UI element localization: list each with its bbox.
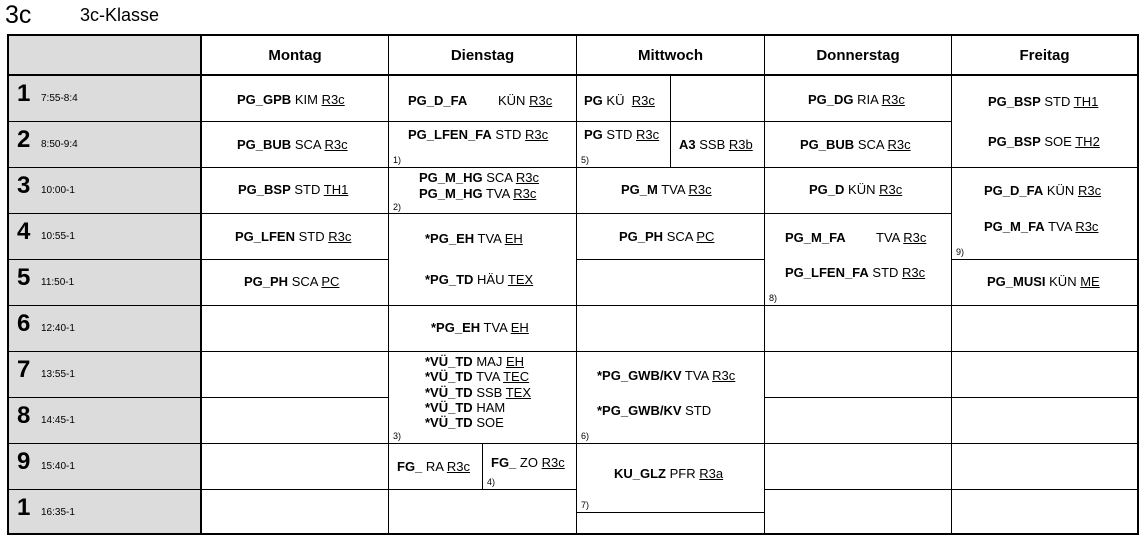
- lesson-entry: *PG_EH TVA EH: [425, 231, 523, 246]
- period-time: 10:55-1: [41, 231, 75, 242]
- lesson-cell[interactable]: [388, 121, 576, 167]
- footnote-marker: 8): [769, 293, 778, 303]
- period-time: 7:55-8:4: [41, 93, 78, 104]
- period-number: 6: [17, 310, 31, 337]
- lesson-entry: *VÜ_TD TVA TEC: [425, 369, 530, 384]
- lesson-cell[interactable]: [764, 167, 951, 213]
- period-label: [7, 167, 200, 213]
- lesson-entry: PG_M TVA R3c: [621, 182, 712, 197]
- lesson-cell[interactable]: [388, 74, 576, 121]
- empty-cell[interactable]: [764, 489, 951, 535]
- period-label: [7, 121, 200, 167]
- empty-cell[interactable]: [576, 305, 764, 351]
- lesson-cell[interactable]: [951, 167, 1139, 259]
- lesson-entry: PG_MUSI KÜN ME: [987, 274, 1100, 289]
- empty-cell[interactable]: [764, 443, 951, 489]
- lesson-cell[interactable]: [200, 74, 388, 121]
- period-time: 13:55-1: [41, 369, 75, 380]
- period-time: 15:40-1: [41, 461, 75, 472]
- period-number: 4: [17, 218, 31, 245]
- day-header-mittwoch: Mittwoch: [576, 34, 764, 74]
- lesson-cell[interactable]: [951, 74, 1139, 167]
- lesson-entry: *VÜ_TD MAJ EH: [425, 354, 524, 369]
- lesson-entry: PG_M_HG TVA R3c: [419, 186, 537, 201]
- lesson-entry: PG_PH SCA PC: [244, 274, 340, 289]
- lesson-cell[interactable]: [200, 259, 388, 305]
- empty-cell[interactable]: [576, 259, 764, 305]
- lesson-entry: FG_ RA R3c: [397, 459, 471, 474]
- empty-cell[interactable]: [951, 305, 1139, 351]
- period-label: [7, 351, 200, 397]
- lesson-entry: PG_BSP SOE TH2: [988, 134, 1100, 149]
- class-name: 3c-Klasse: [80, 5, 160, 25]
- lesson-cell[interactable]: [951, 259, 1139, 305]
- day-header-montag: Montag: [200, 34, 388, 74]
- lesson-cell[interactable]: [200, 121, 388, 167]
- period-label: [7, 305, 200, 351]
- lesson-entry: PG_M_FA TVA R3c: [984, 219, 1099, 234]
- period-time: 16:35-1: [41, 507, 75, 518]
- empty-cell[interactable]: [200, 489, 388, 535]
- empty-cell[interactable]: [200, 443, 388, 489]
- lesson-cell[interactable]: [576, 167, 764, 213]
- empty-cell[interactable]: [951, 397, 1139, 443]
- lesson-entry-details: KÜN R3c: [498, 93, 553, 108]
- footnote-marker: 5): [581, 155, 590, 165]
- empty-cell[interactable]: [764, 305, 951, 351]
- lesson-entry: PG_BSP STD TH1: [988, 94, 1099, 109]
- period-label: [7, 397, 200, 443]
- lesson-entry: PG_GPB KIM R3c: [237, 92, 345, 107]
- period-label: [7, 443, 200, 489]
- lesson-cell[interactable]: [576, 213, 764, 259]
- lesson-entry: *PG_TD HÄU TEX: [425, 272, 534, 287]
- period-label: [7, 213, 200, 259]
- lesson-entry: PG_D KÜN R3c: [809, 182, 903, 197]
- footnote-marker: 2): [393, 202, 402, 212]
- period-time: 8:50-9:4: [41, 139, 78, 150]
- lesson-entry: *VÜ_TD HAM: [425, 400, 506, 415]
- lesson-cell[interactable]: [576, 74, 670, 121]
- period-number: 9: [17, 448, 31, 475]
- lesson-cell[interactable]: [388, 351, 576, 443]
- page-header: [0, 0, 1148, 32]
- footnote-marker: 1): [393, 155, 402, 165]
- empty-cell[interactable]: [388, 489, 576, 535]
- lesson-entry: *VÜ_TD SSB TEX: [425, 385, 532, 400]
- lesson-cell[interactable]: [764, 121, 951, 167]
- period-number: 1: [17, 494, 31, 521]
- class-code: 3c: [5, 1, 32, 29]
- lesson-entry: PG STD R3c: [584, 127, 660, 142]
- lesson-entry: KU_GLZ PFR R3a: [614, 466, 724, 481]
- empty-cell[interactable]: [764, 351, 951, 397]
- lesson-entry: *PG_GWB/KV TVA R3c: [597, 368, 736, 383]
- lesson-entry: PG KÜ R3c: [584, 93, 655, 108]
- lesson-entry: PG_BSP STD TH1: [238, 182, 349, 197]
- period-label: [7, 259, 200, 305]
- lesson-entry: PG_LFEN_FA STD R3c: [408, 127, 549, 142]
- day-header-freitag: Freitag: [951, 34, 1139, 74]
- footnote-marker: 3): [393, 431, 402, 441]
- lesson-cell[interactable]: [388, 167, 576, 213]
- lesson-cell[interactable]: [388, 443, 482, 489]
- empty-cell[interactable]: [951, 489, 1139, 535]
- lesson-entry: *VÜ_TD SOE: [425, 415, 504, 430]
- lesson-entry: FG_ ZO R3c: [491, 455, 565, 470]
- period-number: 5: [17, 264, 31, 291]
- period-number: 7: [17, 356, 31, 383]
- lesson-entry: PG_LFEN STD R3c: [235, 229, 352, 244]
- empty-cell[interactable]: [200, 305, 388, 351]
- empty-cell[interactable]: [951, 443, 1139, 489]
- lesson-cell[interactable]: [388, 259, 576, 305]
- footnote-marker: 7): [581, 500, 590, 510]
- lesson-entry: PG_LFEN_FA STD R3c: [785, 265, 926, 280]
- lesson-entry: PG_BUB SCA R3c: [237, 137, 348, 152]
- period-time: 10:00-1: [41, 185, 75, 196]
- period-number: 2: [17, 126, 31, 153]
- lesson-cell[interactable]: [482, 443, 576, 489]
- period-number: 1: [17, 80, 31, 107]
- lesson-entry: PG_PH SCA PC: [619, 229, 715, 244]
- lesson-entry: *PG_EH TVA EH: [431, 320, 529, 335]
- empty-cell[interactable]: [951, 351, 1139, 397]
- lesson-entry-details: TVA R3c: [876, 230, 927, 245]
- lesson-entry: PG_BUB SCA R3c: [800, 137, 911, 152]
- lesson-entry: *PG_GWB/KV STD: [597, 403, 712, 418]
- period-label: [7, 489, 200, 535]
- period-time: 14:45-1: [41, 415, 75, 426]
- lesson-cell[interactable]: [670, 121, 764, 167]
- lesson-cell[interactable]: [388, 305, 576, 351]
- lesson-cell[interactable]: [576, 121, 670, 167]
- lesson-cell[interactable]: [388, 213, 576, 259]
- lesson-cell[interactable]: [764, 213, 951, 305]
- lesson-entry: PG_M_FA: [785, 230, 846, 245]
- empty-cell[interactable]: [764, 397, 951, 443]
- period-number: 3: [17, 172, 31, 199]
- empty-cell[interactable]: [200, 351, 388, 397]
- period-label: [7, 74, 200, 121]
- lesson-entry: A3 SSB R3b: [679, 137, 753, 152]
- empty-cell[interactable]: [200, 397, 388, 443]
- lesson-cell[interactable]: [764, 74, 951, 121]
- footnote-marker: 9): [956, 247, 965, 257]
- empty-cell[interactable]: [576, 512, 764, 535]
- corner-cell: [7, 34, 200, 74]
- lesson-entry: PG_M_HG SCA R3c: [419, 170, 539, 185]
- lesson-entry: PG_D_FA KÜN R3c: [984, 183, 1102, 198]
- day-header-dienstag: Dienstag: [388, 34, 576, 74]
- period-time: 12:40-1: [41, 323, 75, 334]
- empty-cell[interactable]: [670, 74, 764, 121]
- lesson-entry: PG_DG RIA R3c: [808, 92, 905, 107]
- lesson-cell[interactable]: [200, 213, 388, 259]
- lesson-entry: PG_D_FA: [408, 93, 468, 108]
- lesson-cell[interactable]: [576, 443, 764, 512]
- footnote-marker: 6): [581, 431, 590, 441]
- lesson-cell[interactable]: [200, 167, 388, 213]
- period-time: 11:50-1: [41, 277, 75, 288]
- lesson-cell[interactable]: [576, 351, 764, 443]
- footnote-marker: 4): [487, 477, 496, 487]
- period-number: 8: [17, 402, 31, 429]
- day-header-donnerstag: Donnerstag: [764, 34, 951, 74]
